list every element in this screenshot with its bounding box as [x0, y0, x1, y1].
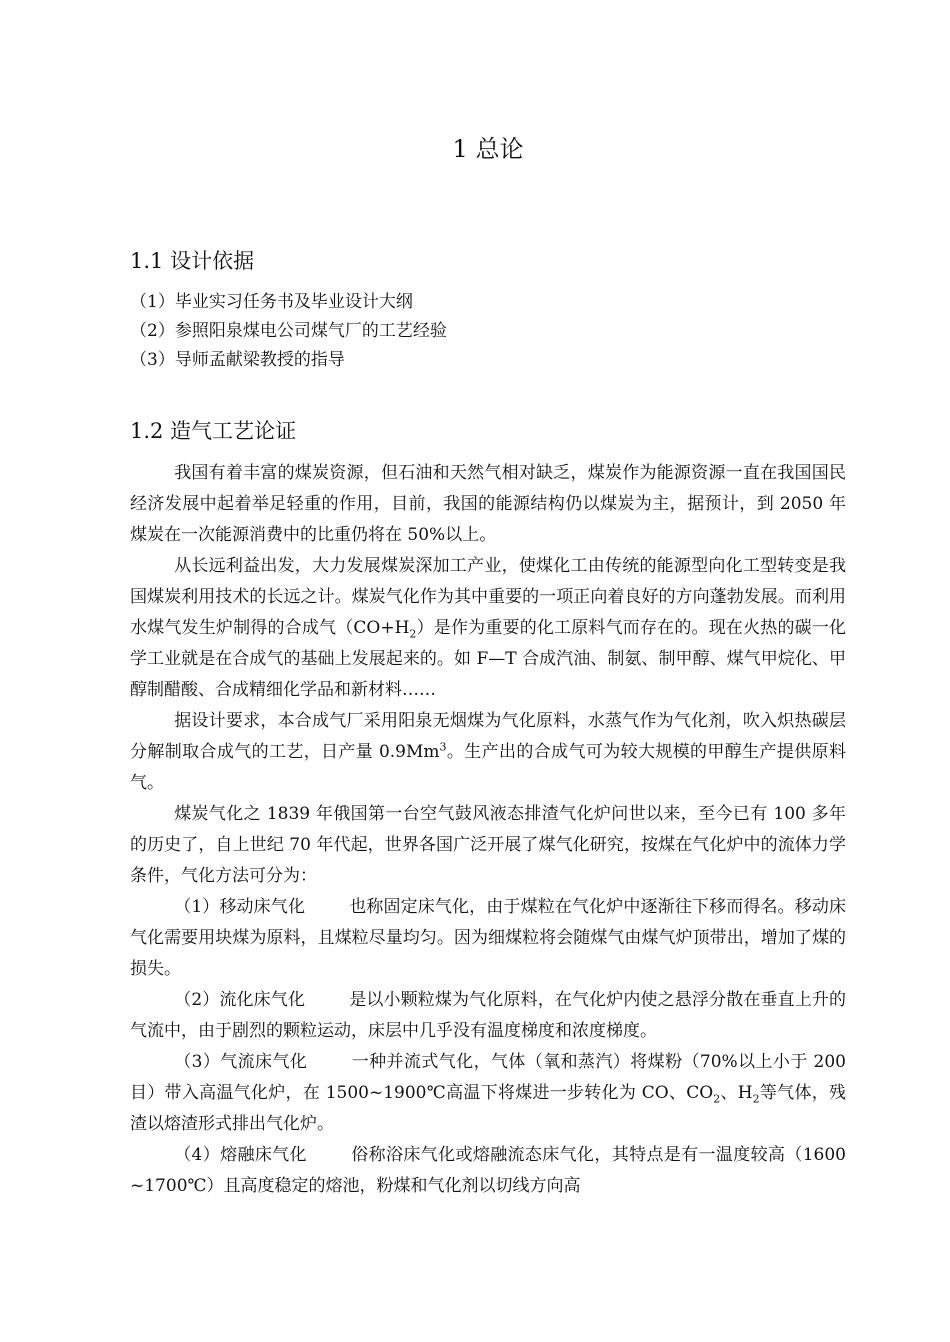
- chapter-title: 1 总论: [452, 135, 524, 163]
- paragraph-design-requirements: [130, 706, 846, 799]
- paragraph-text: 。生产出的合成气可为较大规模的甲醇生产提供原料气。: [130, 742, 847, 793]
- design-basis-list: [130, 288, 447, 375]
- section-heading-gasification-process: 1.2 造气工艺论证: [130, 419, 297, 443]
- list-item: （1）毕业实习任务书及毕业设计大纲: [130, 292, 413, 312]
- method-name: （1）移动床气化: [174, 897, 306, 917]
- paragraph-text: 俗称浴床气化或熔融流态床气化，其特点是有一温度较高（1600~1700℃）且高度稳定的熔池，粉煤和气化剂以切线方向高: [130, 1145, 846, 1196]
- paragraph-text: 从长远利益出发，大力发展煤炭深加工产业，使煤化工由传统的能源型向化工型转变是我国煤炭利用技术的长远之计。煤炭气化作为其中重要的一项正向着良好的方向蓬勃发展。而利用水煤气发生炉制得的合成气（CO+H: [130, 556, 846, 638]
- paragraph-coal-chemical-industry: [130, 551, 846, 706]
- list-item: （2）参照阳泉煤电公司煤气厂的工艺经验: [130, 321, 447, 341]
- section-heading-design-basis: 1.1 设计依据: [130, 249, 255, 273]
- paragraph-text: 一种并流式气化，气体（氧和蒸汽）将煤粉（70%以上小于 200 目）带入高温气化炉，在 1500~1900℃高温下将煤进一步转化为 CO、CO: [130, 1052, 846, 1103]
- method-name: （2）流化床气化: [174, 990, 306, 1010]
- paragraph-text: 据设计要求，本合成气厂采用阳泉无烟煤为气化原料，水蒸气作为气化剂，吹入炽热碳层分解制取合成气的工艺，日产量 0.9Mm: [130, 711, 846, 762]
- paragraph-text: 也称固定床气化，由于煤粒在气化炉中逐渐往下移而得名。移动床气化需要用块煤为原料，且煤粒尽量均匀。因为细煤粒将会随煤气由煤气炉顶带出，增加了煤的损失。: [130, 897, 846, 979]
- paragraph-moving-bed: [130, 892, 846, 985]
- paragraph-text: 、H: [720, 1083, 753, 1103]
- paragraph-fluidized-bed: [130, 985, 846, 1047]
- section-body: [130, 458, 846, 1202]
- subscript: 2: [752, 1092, 760, 1106]
- superscript: 3: [439, 740, 447, 754]
- paragraph-entrained-flow: [130, 1047, 846, 1140]
- subscript: 2: [713, 1092, 721, 1106]
- paragraph-coal-resources: 我国有着丰富的煤炭资源，但石油和天然气相对缺乏，煤炭作为能源资源一直在我国国民经济发展中起着举足轻重的作用，目前，我国的能源结构仍以煤炭为主，据预计，到 2050 年煤炭在一次能源消费中的比重仍将在 50%以上。: [130, 463, 846, 545]
- paragraph-text: ）是作为重要的化工原料气而存在的。现在火热的碳一化学工业就是在合成气的基础上发展起来的。如 F—T 合成汽油、制氨、制甲醇、煤气甲烷化、甲醇制醋酸、合成精细化学品和新材料……: [130, 618, 847, 700]
- method-name: （3）气流床气化: [174, 1052, 308, 1072]
- method-name: （4）熔融床气化: [174, 1145, 307, 1165]
- subscript: 2: [409, 627, 417, 641]
- paragraph-gasification-history: 煤炭气化之 1839 年俄国第一台空气鼓风液态排渣气化炉问世以来，至今已有 100 多年的历史了，自上世纪 70 年代起，世界各国广泛开展了煤气化研究，按煤在气化炉中的流体力学条件，气化方法可分为：: [130, 804, 846, 886]
- paragraph-molten-bath: [130, 1140, 846, 1202]
- paragraph-text: 等气体，残渣以熔渣形式排出气化炉。: [130, 1083, 847, 1134]
- list-item: （3）导师孟献梁教授的指导: [130, 350, 345, 370]
- paragraph-text: 是以小颗粒煤为气化原料，在气化炉内使之悬浮分散在垂直上升的气流中，由于剧烈的颗粒运动，床层中几乎没有温度梯度和浓度梯度。: [130, 990, 846, 1041]
